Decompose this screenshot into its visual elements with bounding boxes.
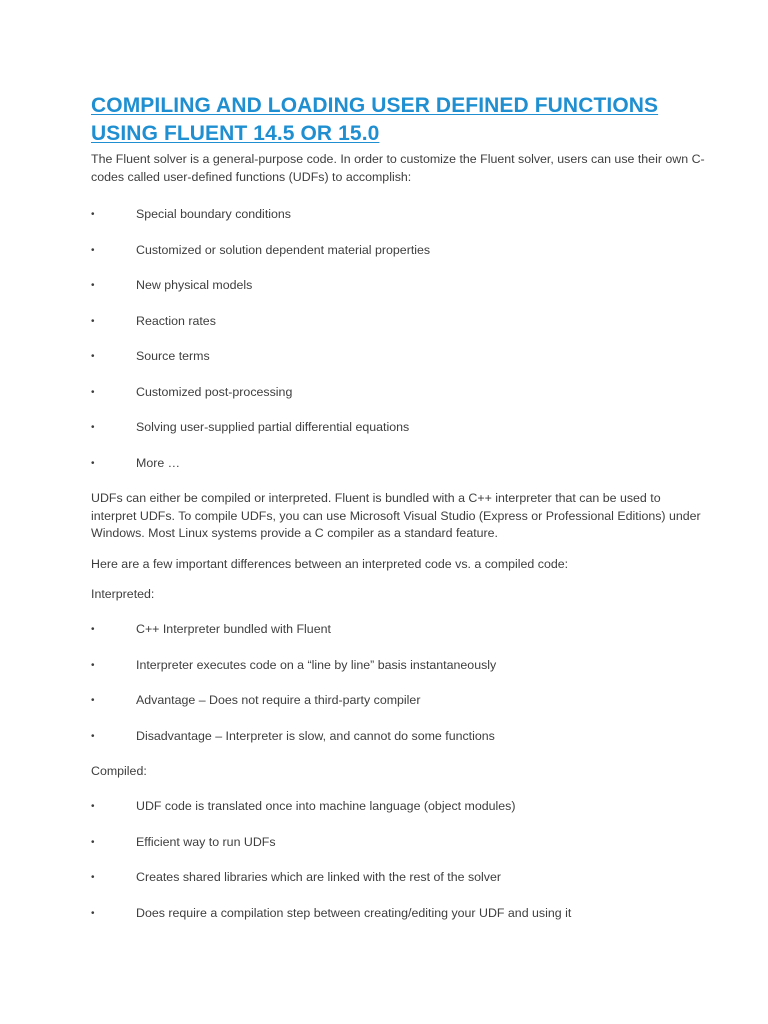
bullet-icon: • [91,624,95,635]
bullet-icon: • [91,386,95,398]
compiled-list [91,798,708,940]
list-item-text: Reaction rates [136,313,216,328]
bullet-icon: • [91,801,95,812]
bullet-icon: • [91,244,95,256]
bullet-icon: • [91,457,95,469]
list-item [91,277,708,313]
list-item-text: Source terms [136,349,210,363]
bullet-icon: • [91,315,95,327]
list-item [91,348,708,384]
bullet-icon: • [91,209,95,220]
intro-paragraph: The Fluent solver is a general-purpose code. In order to customize the Fluent solver, users can use their own C-codes called user-defined functions (UDFs) to accomplish: [91,152,705,184]
list-item-text: C++ Interpreter bundled with Fluent [136,622,331,636]
list-item-text: Advantage – Does not require a third-party compiler [136,693,421,707]
list-item [91,455,708,491]
list-item-text: Efficient way to run UDFs [136,834,276,849]
interpreted-list [91,621,708,763]
compile-paragraph: UDFs can either be compiled or interpreted. Fluent is bundled with a C++ interpreter that can be used to interpret UDFs. To compile UDFs, you can use Microsoft Visual Studio (Express or Professional Editions) under Windows. Most Linux systems provide a C compiler as a standard feature. [91,491,701,540]
list-item [91,242,708,278]
list-item-text: Customized or solution dependent material properties [136,242,431,257]
list-item-text: Creates shared libraries which are linked with the rest of the solver [136,870,502,884]
list-item-text: Interpreter executes code on a “line by line” basis instantaneously [136,657,497,672]
list-item-text: More … [136,455,181,470]
differences-intro: Here are a few important differences between an interpreted code vs. a compiled code: [91,556,569,571]
udf-uses-list [91,206,708,490]
bullet-icon: • [91,659,95,671]
list-item-text: UDF code is translated once into machine language (object modules) [136,799,516,813]
bullet-icon: • [91,280,95,291]
document-title-link[interactable]: COMPILING AND LOADING USER DEFINED FUNCTIONS USING FLUENT 14.5 OR 15.0 [91,94,659,145]
list-item-text: Solving user-supplied partial differential equations [136,420,410,434]
list-item [91,834,708,870]
list-item [91,621,708,657]
list-item [91,869,708,905]
interpreted-heading: Interpreted: [91,587,155,601]
bullet-icon: • [91,730,95,742]
bullet-icon: • [91,907,95,919]
list-item [91,419,708,455]
compiled-heading: Compiled: [91,764,147,778]
list-item-text: Special boundary conditions [136,207,291,221]
bullet-icon: • [91,422,95,433]
list-item-text: Disadvantage – Interpreter is slow, and cannot do some functions [136,728,495,743]
bullet-icon: • [91,351,95,362]
list-item [91,692,708,728]
list-item [91,728,708,764]
bullet-icon: • [91,695,95,706]
list-item [91,313,708,349]
bullet-icon: • [91,872,95,883]
list-item-text: Customized post-processing [136,384,293,399]
list-item [91,905,708,941]
list-item [91,206,708,242]
list-item-text: Does require a compilation step between creating/editing your UDF and using it [136,905,572,920]
list-item-text: New physical models [136,278,253,292]
bullet-icon: • [91,836,95,848]
list-item [91,657,708,693]
list-item [91,384,708,420]
list-item [91,798,708,834]
